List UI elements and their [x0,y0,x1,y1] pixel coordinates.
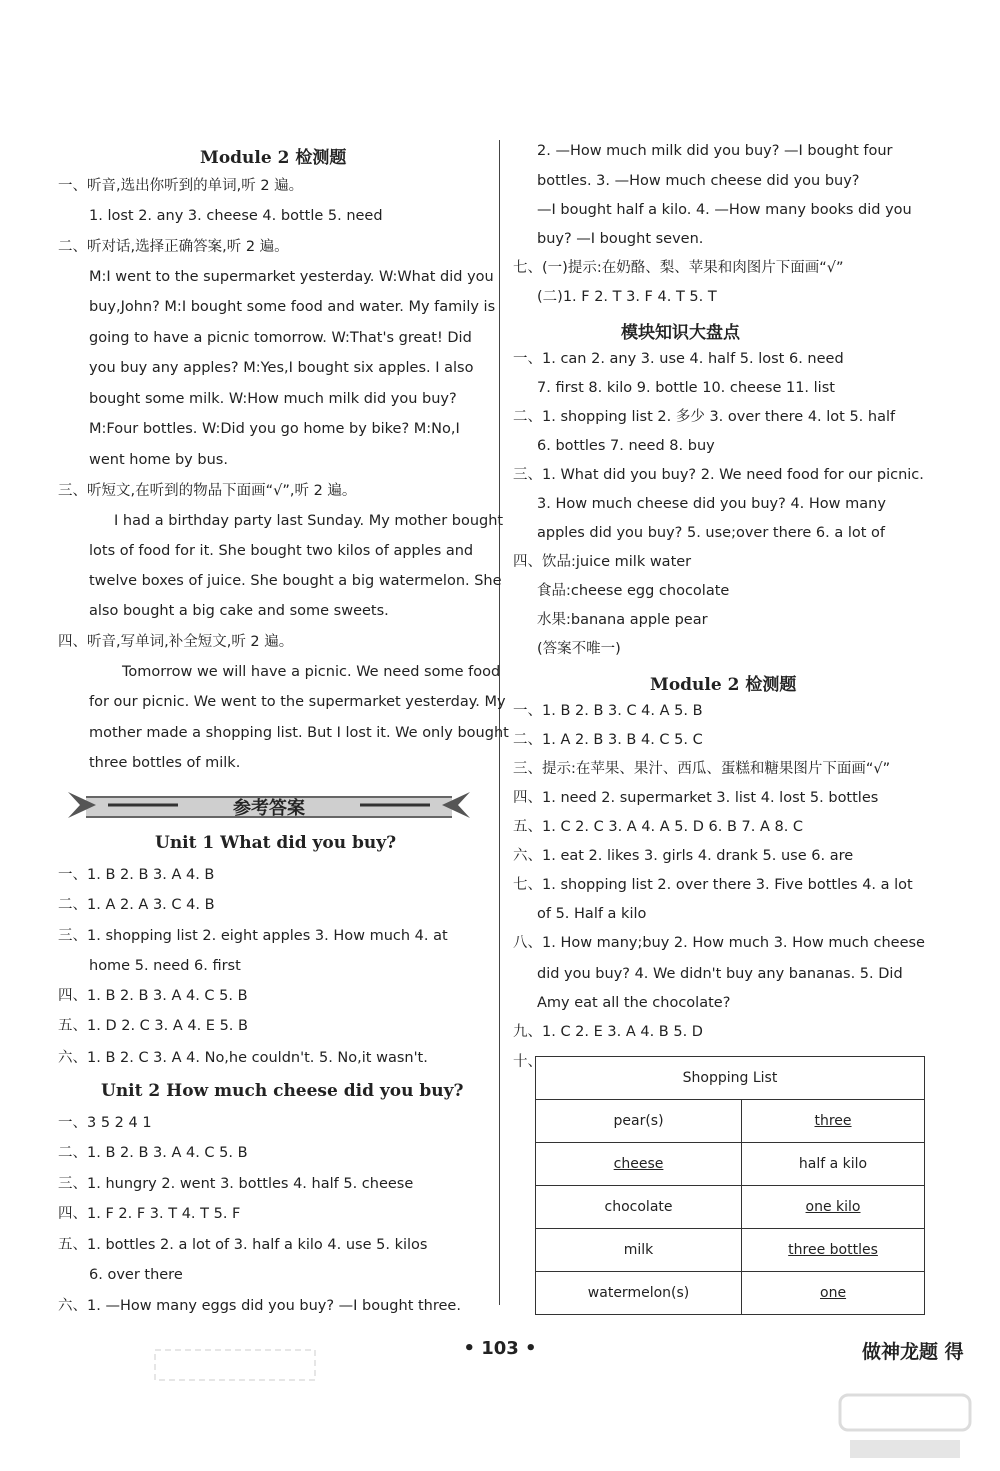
text-line: 六、1. B 2. C 3. A 4. No,he couldn't. 5. No,it wasn't. [58,1050,428,1066]
section-heading: Module 2 检测题 [650,675,797,695]
text-line: 二、1. B 2. B 3. A 4. C 5. B [58,1145,248,1161]
cell-item: milk [536,1229,742,1272]
text-line: M:Four bottles. W:Did you go home by bike? M:No,I [89,421,460,437]
table-row [536,1186,925,1229]
cell-item: chocolate [536,1186,742,1229]
banner-title: 参考答案 [233,798,305,819]
text-line: bought some milk. W:How much milk did you buy? [89,391,457,407]
section-heading: Module 2 检测题 [200,148,347,168]
text-line: also bought a big cake and some sweets. [89,603,389,619]
text-line: 十、 [513,1054,542,1070]
text-line: 3. How much cheese did you buy? 4. How many [537,496,886,512]
text-line: —I bought half a kilo. 4. —How many books did you [537,202,912,218]
text-line: 三、1. shopping list 2. eight apples 3. How much 4. at [58,928,448,944]
text-line: buy? —I bought seven. [537,231,704,247]
text-line: mother made a shopping list. But I lost it. We only bought [89,725,509,741]
text-line: 六、1. —How many eggs did you buy? —I bought three. [58,1298,461,1314]
cell-item: watermelon(s) [536,1272,742,1315]
text-line: (答案不唯一) [537,641,621,657]
text-line: 二、听对话,选择正确答案,听 2 遍。 [58,239,289,255]
watermark-stamp-icon [150,1345,320,1385]
text-line: 二、1. A 2. B 3. B 4. C 5. C [513,732,703,748]
text-line: bottles. 3. —How much cheese did you buy? [537,173,860,189]
cell-amount: one [742,1272,925,1315]
text-line: 6. over there [89,1267,183,1283]
section-heading: Unit 1 What did you buy? [155,833,397,853]
table-row [536,1229,925,1272]
shopping-list-title: Shopping List [536,1057,925,1100]
text-line: 四、听音,写单词,补全短文,听 2 遍。 [58,634,294,650]
shopping-list-table [535,1056,925,1315]
text-line: lots of food for it. She bought two kilos of apples and [89,543,474,559]
cell-amount: half a kilo [742,1143,925,1186]
text-line: 一、1. B 2. B 3. A 4. B [58,867,215,883]
text-line: 二、1. shopping list 2. 多少 3. over there 4. lot 5. half [513,409,896,425]
text-line: I had a birthday party last Sunday. My mother bought [114,513,504,529]
text-line: 三、1. What did you buy? 2. We need food for our picnic. [513,467,924,483]
answer-key-banner [68,788,470,822]
text-line: you buy any apples? M:Yes,I bought six apples. I also [89,360,474,376]
text-line: Tomorrow we will have a picnic. We need some food [122,664,501,680]
text-line: 三、提示:在苹果、果汁、西瓜、蛋糕和糖果图片下面画“√” [513,761,891,777]
text-line: 五、1. bottles 2. a lot of 3. half a kilo 4. use 5. kilos [58,1237,428,1253]
text-line: 七、(一)提示:在奶酪、梨、苹果和肉图片下面画“√” [513,260,844,276]
cell-amount: three [742,1100,925,1143]
section-heading: 模块知识大盘点 [621,323,740,343]
text-line: 九、1. C 2. E 3. A 4. B 5. D [513,1024,703,1040]
text-line: 四、1. F 2. F 3. T 4. T 5. F [58,1206,241,1222]
text-line: 四、饮品:juice milk water [513,554,692,570]
text-line: twelve boxes of juice. She bought a big watermelon. She [89,573,502,589]
text-line: 二、1. A 2. A 3. C 4. B [58,897,215,913]
watermark-logo-icon [830,1385,980,1465]
text-line: (二)1. F 2. T 3. F 4. T 5. T [537,289,717,305]
text-line: 六、1. eat 2. likes 3. girls 4. drank 5. use 6. are [513,848,854,864]
text-line: 七、1. shopping list 2. over there 3. Five bottles 4. a lot [513,877,913,893]
text-line: 一、1. B 2. B 3. C 4. A 5. B [513,703,703,719]
text-line: went home by bus. [89,452,228,468]
text-line: 1. lost 2. any 3. cheese 4. bottle 5. need [89,208,383,224]
brand-slogan: 做神龙题 得 [862,1341,964,1363]
text-line: 三、听短文,在听到的物品下面画“√”,听 2 遍。 [58,483,357,499]
text-line: 三、1. hungry 2. went 3. bottles 4. half 5. cheese [58,1176,414,1192]
table-row [536,1272,925,1315]
text-line: 7. first 8. kilo 9. bottle 10. cheese 11. list [537,380,835,396]
text-line: M:I went to the supermarket yesterday. W:What did you [89,269,494,285]
text-line: 五、1. C 2. C 3. A 4. A 5. D 6. B 7. A 8. C [513,819,804,835]
text-line: apples did you buy? 5. use;over there 6. a lot of [537,525,885,541]
table-row [536,1143,925,1186]
text-line: for our picnic. We went to the supermarket yesterday. My [89,694,506,710]
text-line: 6. bottles 7. need 8. buy [537,438,715,454]
cell-amount: three bottles [742,1229,925,1272]
text-line: 四、1. B 2. B 3. A 4. C 5. B [58,988,248,1004]
text-line: 四、1. need 2. supermarket 3. list 4. lost 5. bottles [513,790,879,806]
text-line: buy,John? M:I bought some food and water. My family is [89,299,496,315]
text-line: 水果:banana apple pear [537,612,708,628]
text-line: 食品:cheese egg chocolate [537,583,730,599]
text-line: Amy eat all the chocolate? [537,995,731,1011]
text-line: 八、1. How many;buy 2. How much 3. How much cheese [513,935,925,951]
page-number: • 103 • [463,1338,537,1359]
section-heading: Unit 2 How much cheese did you buy? [101,1081,464,1101]
text-line: did you buy? 4. We didn't buy any bananas. 5. Did [537,966,903,982]
text-line: 一、听音,选出你听到的单词,听 2 遍。 [58,178,304,194]
text-line: 五、1. D 2. C 3. A 4. E 5. B [58,1018,248,1034]
cell-amount: one kilo [742,1186,925,1229]
text-line: 一、3 5 2 4 1 [58,1115,152,1131]
table-row [536,1100,925,1143]
cell-item: cheese [536,1143,742,1186]
text-line: home 5. need 6. first [89,958,241,974]
text-line: three bottles of milk. [89,755,241,771]
text-line: 一、1. can 2. any 3. use 4. half 5. lost 6. need [513,351,844,367]
cell-item: pear(s) [536,1100,742,1143]
text-line: going to have a picnic tomorrow. W:That's great! Did [89,330,472,346]
text-line: 2. —How much milk did you buy? —I bought four [537,143,893,159]
text-line: of 5. Half a kilo [537,906,647,922]
